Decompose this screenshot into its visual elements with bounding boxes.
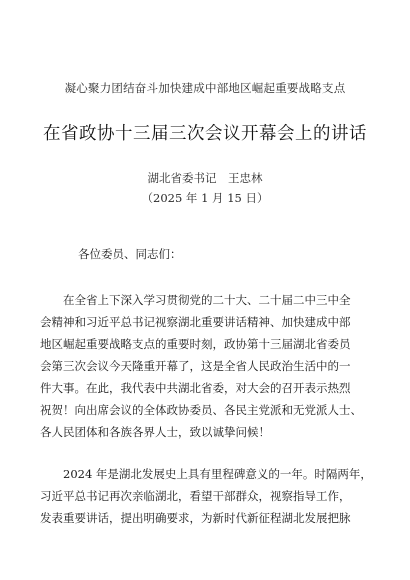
paragraph-line: 会精神和习近平总书记视察湖北重要讲话精神、加快建成中部 bbox=[40, 315, 351, 329]
document-subtitle: 凝心聚力团结奋斗加快建成中部地区崛起重要战略支点 bbox=[64, 81, 346, 95]
paragraph-line: 习近平总书记再次亲临湖北，看望干部群众，视察指导工作， bbox=[40, 489, 351, 503]
document-title: 在省政协十三届三次会议开幕会上的讲话 bbox=[43, 124, 367, 144]
paragraph-line: 地区崛起重要战略支点的重要时刻，政协第十三届湖北省委员 bbox=[40, 337, 351, 351]
paragraph-2 bbox=[40, 463, 375, 529]
document-author: 湖北省委书记 王忠林 bbox=[147, 171, 263, 185]
document-date: （2025 年 1 月 15 日） bbox=[141, 191, 269, 205]
paragraph-line: 发表重要讲话，提出明确要求，为新时代新征程湖北发展把脉 bbox=[40, 511, 351, 525]
paragraph-1 bbox=[40, 289, 375, 443]
paragraph-line: 件大事。在此，我代表中共湖北省委，对大会的召开表示热烈 bbox=[40, 381, 351, 395]
paragraph-line: 各人民团体和各族各界人士，致以诚挚问候！ bbox=[40, 425, 270, 439]
paragraph-line: 会第三次会议今天隆重开幕了，这是全省人民政治生活中的一 bbox=[40, 359, 351, 373]
salutation: 各位委员、同志们： bbox=[78, 247, 182, 261]
paragraph-line: 祝贺！向出席会议的全体政协委员、各民主党派和无党派人士、 bbox=[40, 403, 362, 417]
paragraph-line: 2024 年是湖北发展史上具有里程碑意义的一年。时隔两年， bbox=[63, 467, 372, 481]
paragraph-line: 在全省上下深入学习贯彻党的二十大、二十届二中三中全 bbox=[63, 293, 351, 307]
